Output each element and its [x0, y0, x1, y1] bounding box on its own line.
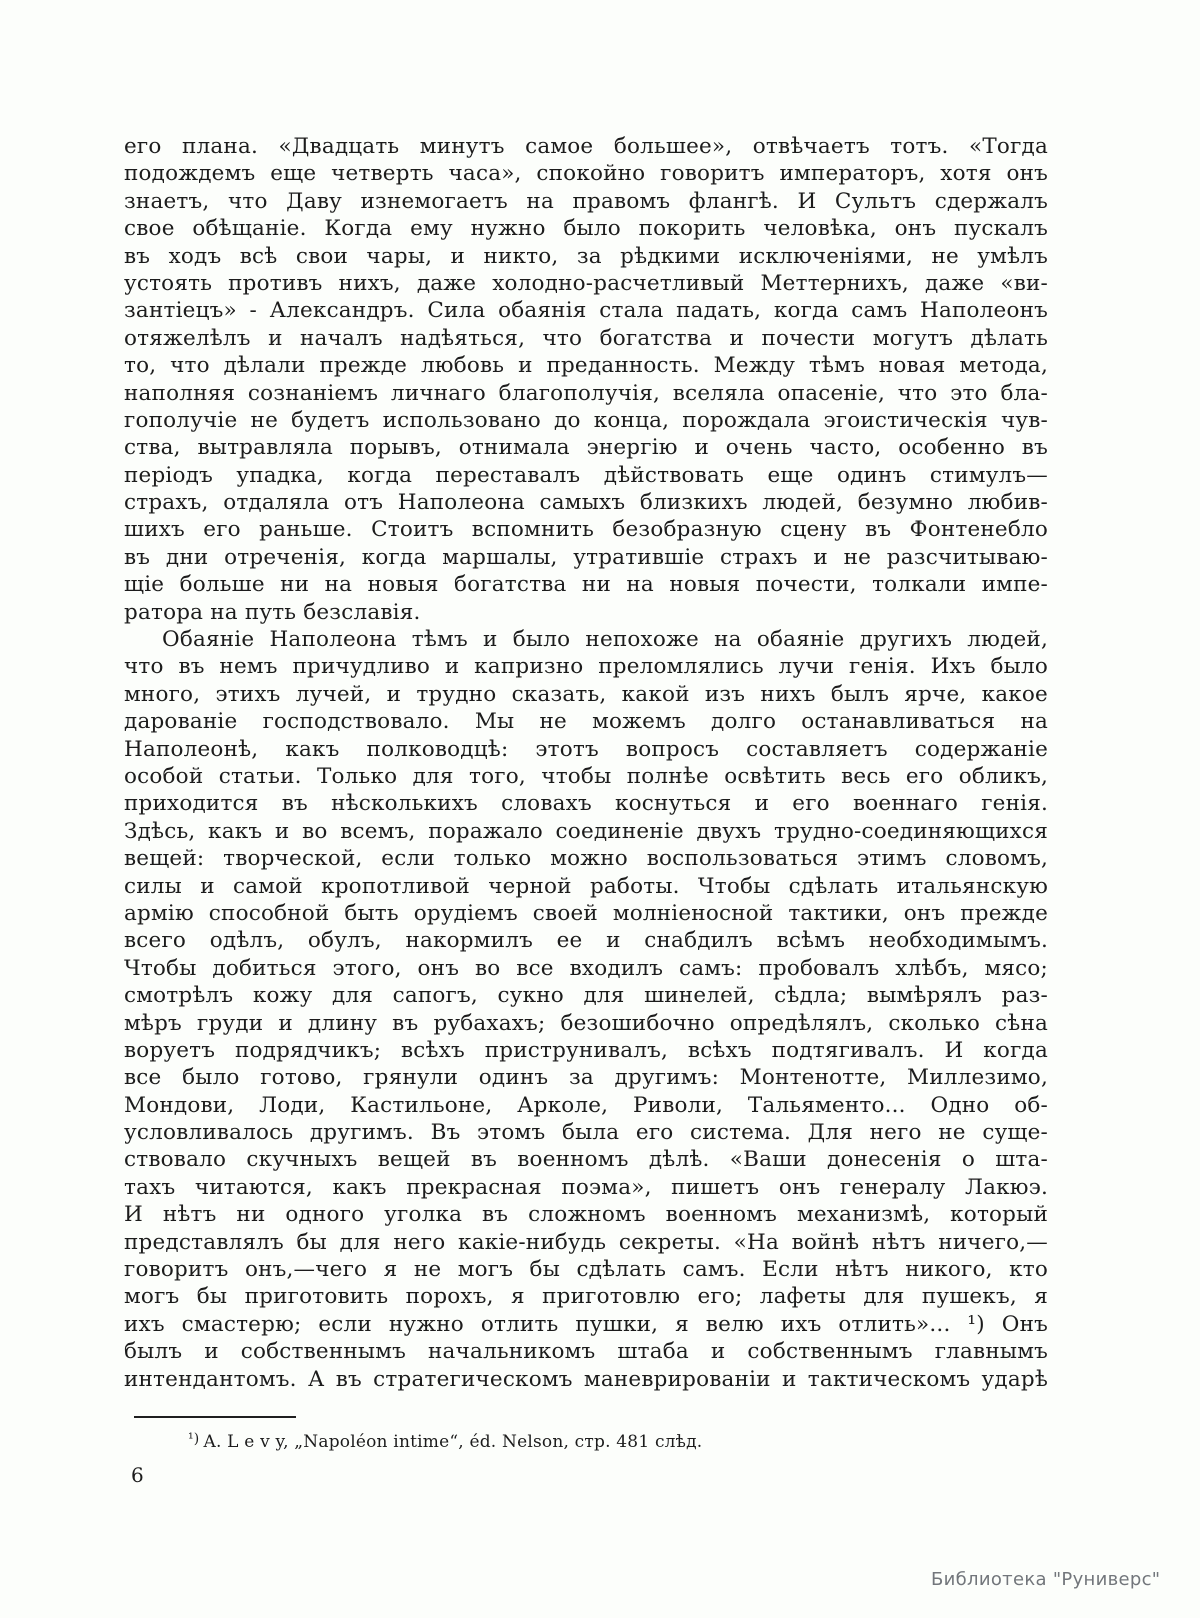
text-line: шихъ его раньше. Стоитъ вспомнить безобразную сцену въ Фонтенебло — [124, 517, 1048, 543]
footnote — [188, 1428, 702, 1453]
text-line: представлялъ бы для него какіе-нибудь секреты. «На войнѣ нѣтъ ничего,— — [124, 1229, 1048, 1255]
text-line: И нѣтъ ни одного уголка въ сложномъ военномъ механизмѣ, который — [124, 1202, 1048, 1228]
library-watermark: Библиотека "Руниверс" — [931, 1569, 1161, 1590]
text-line: въ дни отреченія, когда маршалы, утратившіе страхъ и не разсчитываю- — [124, 544, 1048, 570]
text-line: тахъ читаются, какъ прекрасная поэма», пишетъ онъ генералу Лакюэ. — [124, 1174, 1048, 1200]
text-line: Обаяніе Наполеона тѣмъ и было непохоже на обаяніе другихъ людей, — [162, 627, 1048, 653]
text-line: могъ бы приготовить порохъ, я приготовлю его; лафеты для пушекъ, я — [124, 1284, 1048, 1310]
footnote-text: A. L e v y, „Napoléon intime“, éd. Nelson, стр. 481 слѣд. — [203, 1432, 703, 1452]
text-line: устоять противъ нихъ, даже холодно-расчетливый Меттернихъ, даже «ви- — [124, 270, 1048, 296]
text-line: приходится въ нѣсколькихъ словахъ коснуться и его военнаго генія. — [124, 791, 1048, 817]
text-line: силы и самой кропотливой черной работы. Чтобы сдѣлать итальянскую — [124, 873, 1048, 899]
text-line: всего одѣлъ, обулъ, накормилъ ее и снабдилъ всѣмъ необходимымъ. — [124, 928, 1048, 954]
text-line: Наполеонѣ, какъ полководцѣ: этотъ вопросъ составляетъ содержаніе — [124, 736, 1048, 762]
text-line: щіе больше ни на новыя богатства ни на новыя почести, толкали импе- — [124, 572, 1048, 598]
text-line: знаетъ, что Даву изнемогаетъ на правомъ флангѣ. И Сультъ сдержалъ — [124, 188, 1048, 214]
text-line: дарованіе господствовало. Мы не можемъ долго останавливаться на — [124, 709, 1048, 735]
text-line: то, что дѣлали прежде любовь и преданность. Между тѣмъ новая метода, — [124, 353, 1048, 379]
text-line: ратора на путь безславія. — [124, 599, 421, 625]
text-line: отяжелѣлъ и началъ надѣяться, что богатства и почести могутъ дѣлать — [124, 325, 1048, 351]
text-line: Здѣсь, какъ и во всемъ, поражало соединеніе двухъ трудно-соединяющихся — [124, 818, 1048, 844]
text-line: вещей: творческой, если только можно воспользоваться этимъ словомъ, — [124, 846, 1048, 872]
page-number: 6 — [131, 1463, 144, 1487]
text-line: воруетъ подрядчикъ; всѣхъ приструнивалъ, всѣхъ подтягивалъ. И когда — [124, 1037, 1048, 1063]
text-line: свое обѣщаніе. Когда ему нужно было покорить человѣка, онъ пускалъ — [124, 216, 1048, 242]
text-line: армію способной быть орудіемъ своей молніеносной тактики, онъ прежде — [124, 900, 1048, 926]
text-line: особой статьи. Только для того, чтобы полнѣе освѣтить весь его обликъ, — [124, 763, 1048, 789]
text-line: говоритъ онъ,—чего я не могъ бы сдѣлать самъ. Если нѣтъ никого, кто — [124, 1257, 1048, 1283]
text-line: гополучіе не будетъ использовано до конца, порождала эгоистическія чув- — [124, 407, 1048, 433]
text-line: Чтобы добиться этого, онъ во все входилъ самъ: пробовалъ хлѣбъ, мясо; — [124, 955, 1048, 981]
text-line: все было готово, грянули одинъ за другимъ: Монтенотте, Миллезимо, — [124, 1065, 1048, 1091]
text-line: въ ходъ всѣ свои чары, и никто, за рѣдкими исключеніями, не умѣлъ — [124, 243, 1048, 269]
text-line: наполняя сознаніемъ личнаго благополучія, вселяла опасеніе, что это бла- — [124, 380, 1048, 406]
text-line: смотрѣлъ кожу для сапогъ, сукно для шинелей, сѣдла; вымѣрялъ раз- — [124, 983, 1048, 1009]
footnote-marker: ¹) — [188, 1431, 200, 1447]
text-line: страхъ, отдаляла отъ Наполеона самыхъ близкихъ людей, безумно любив- — [124, 490, 1048, 516]
text-line: періодъ упадка, когда переставалъ дѣйствовать еще одинъ стимулъ— — [124, 462, 1048, 488]
text-line: ства, вытравляла порывъ, отнимала энергію и очень часто, особенно въ — [124, 435, 1048, 461]
text-line: ствовало скучныхъ вещей въ военномъ дѣлѣ. «Ваши донесенія о шта- — [124, 1147, 1048, 1173]
text-line: былъ и собственнымъ начальникомъ штаба и собственнымъ главнымъ — [124, 1339, 1048, 1365]
footnote-divider — [134, 1416, 296, 1418]
text-line: что въ немъ причудливо и капризно преломлялись лучи генія. Ихъ было — [124, 654, 1048, 680]
text-line: его плана. «Двадцать минутъ самое большее», отвѣчаетъ тотъ. «Тогда — [124, 134, 1048, 159]
text-line: много, этихъ лучей, и трудно сказать, какой изъ нихъ былъ ярче, какое — [124, 681, 1048, 707]
body-text — [124, 133, 1048, 1393]
text-line: условливалось другимъ. Въ этомъ была его система. Для него не суще- — [124, 1120, 1048, 1146]
text-line: Мондови, Лоди, Кастильоне, Арколе, Риволи, Тальяменто... Одно об- — [124, 1092, 1048, 1118]
text-line: интендантомъ. А въ стратегическомъ маневрированіи и тактическомъ ударѣ — [124, 1366, 1048, 1392]
text-line: мѣръ груди и длину въ рубахахъ; безошибочно опредѣлялъ, сколько сѣна — [124, 1010, 1048, 1036]
text-line: зантіецъ» - Александръ. Сила обаянія стала падать, когда самъ Наполеонъ — [124, 298, 1048, 324]
text-line: подождемъ еще четверть часа», спокойно говоритъ императоръ, хотя онъ — [124, 161, 1048, 187]
text-line: ихъ смастерю; если нужно отлить пушки, я велю ихъ отлить»... ¹) Онъ — [124, 1311, 1048, 1337]
